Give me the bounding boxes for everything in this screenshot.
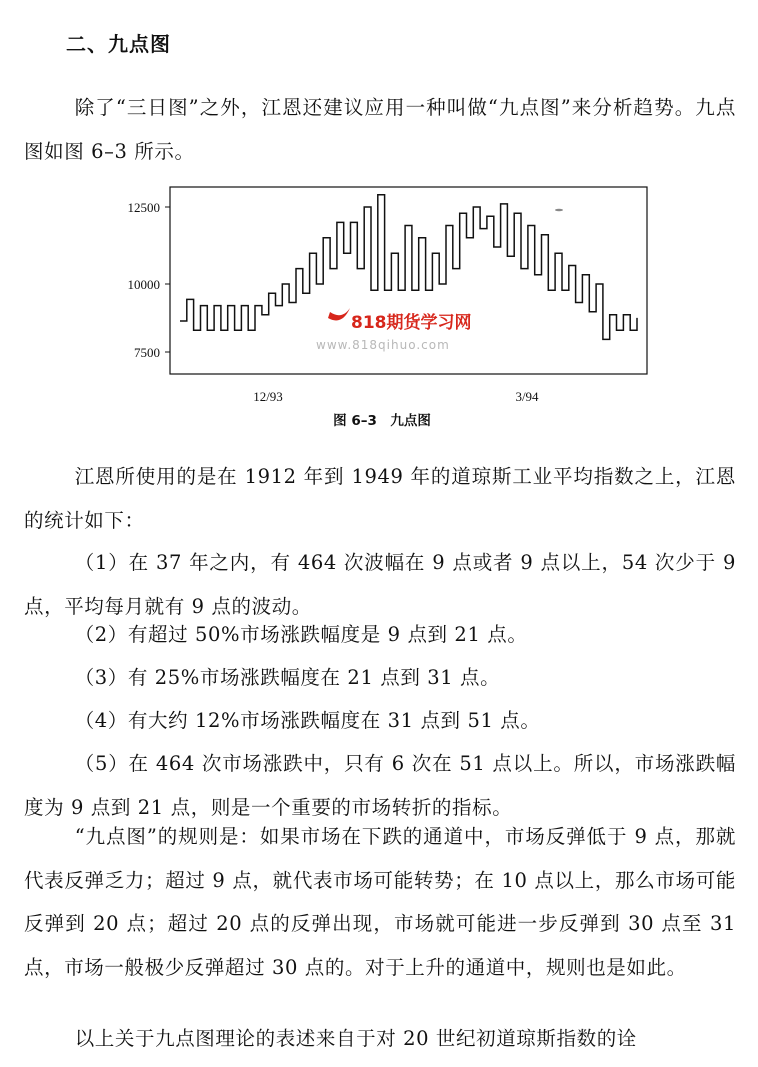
stats-intro-paragraph: 江恩所使用的是在 1912 年到 1949 年的道琼斯工业平均指数之上，江恩的统计如下：: [24, 465, 736, 532]
watermark-url: www.818qihuo.com: [316, 338, 450, 352]
intro-paragraph: 除了“三日图”之外，江恩还建议应用一种叫做“九点图”来分析趋势。九点图如图 6–3 所示。: [24, 96, 736, 163]
y-tick-label: 10000: [127, 277, 160, 292]
section-heading: 二、九点图: [66, 32, 171, 56]
watermark-brand: 818期货学习网: [351, 313, 472, 333]
stat-item-1: （1）在 37 年之内，有 464 次波幅在 9 点或者 9 点以上，54 次少于 9 点，平均每月就有 9 点的波动。: [24, 551, 736, 618]
x-tick-label: 12/93: [253, 389, 283, 404]
scan-speck: [555, 209, 563, 212]
stat-item-4: （4）有大约 12%市场涨跌幅度在 31 点到 51 点。: [74, 709, 541, 732]
nine-point-chart: [110, 180, 650, 440]
watermark-logo-icon: [328, 308, 350, 320]
stat-item-5: （5）在 464 次市场涨跌中，只有 6 次在 51 点以上。所以，市场涨跌幅度为 9 点到 21 点，则是一个重要的市场转折的指标。: [24, 752, 736, 819]
closing-paragraph: 以上关于九点图理论的表述来自于对 20 世纪初道琼斯指数的诠: [74, 1027, 637, 1050]
x-tick-label: 3/94: [515, 389, 539, 404]
rules-paragraph: “九点图”的规则是：如果市场在下跌的通道中，市场反弹低于 9 点，那就代表反弹乏力；超过 9 点，就代表市场可能转势；在 10 点以上，那么市场可能反弹到 20 点；超过 20 点的反弹出现，市场就可能进一步反弹到 30 点至 31 点，市场一般极少反弹超过 30 点的。对于上升的通道中，规则也是如此。: [24, 825, 736, 979]
figure-caption: 图 6–3 九点图: [333, 413, 431, 429]
stat-item-2: （2）有超过 50%市场涨跌幅度是 9 点到 21 点。: [74, 623, 528, 646]
watermark: [316, 308, 472, 352]
y-tick-label: 12500: [127, 200, 160, 215]
figure-6-3: [110, 180, 650, 440]
stat-item-3: （3）有 25%市场涨跌幅度在 21 点到 31 点。: [74, 666, 501, 689]
y-tick-label: 7500: [134, 345, 160, 360]
